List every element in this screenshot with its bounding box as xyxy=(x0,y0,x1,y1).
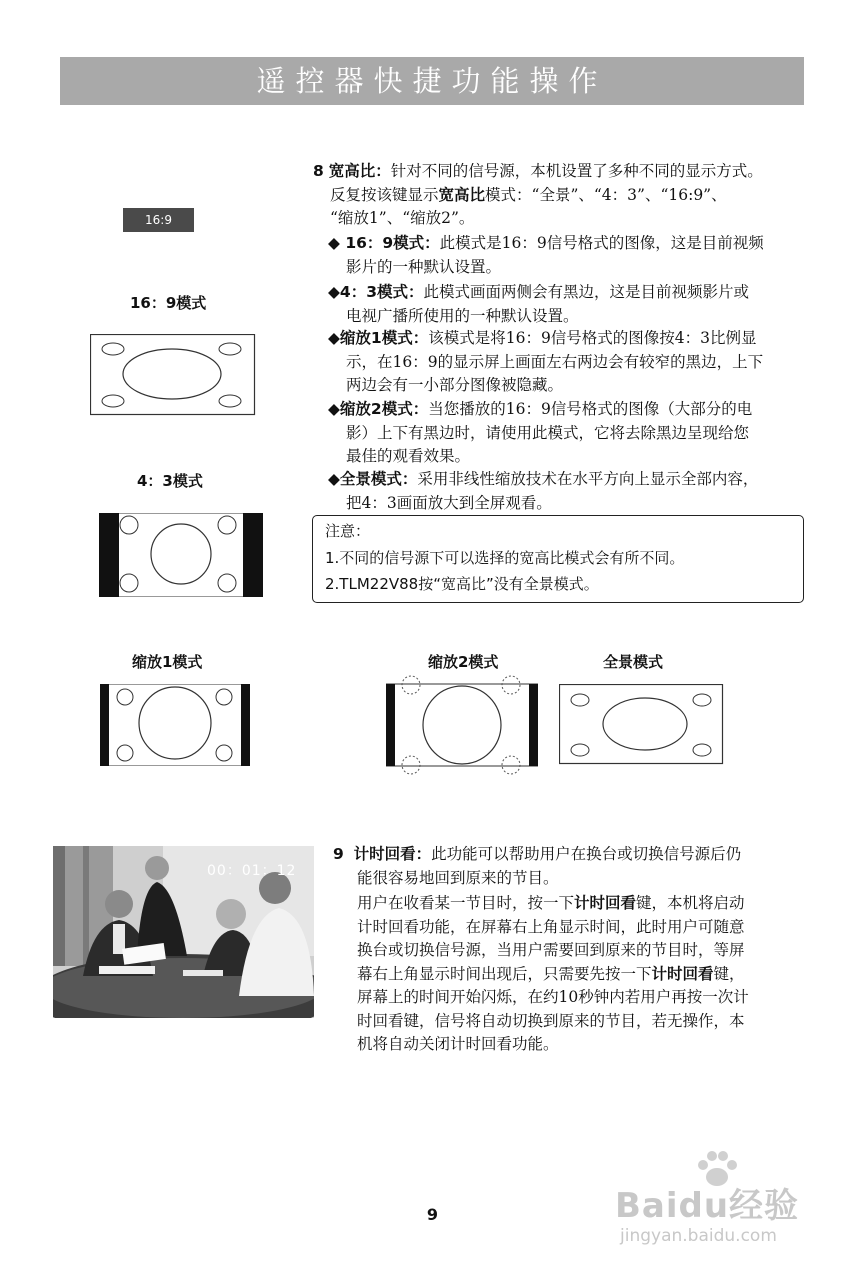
bullet-zoom2-l3: 最佳的观看效果。 xyxy=(346,447,471,465)
section9-title: 计时回看： xyxy=(353,845,432,863)
bullet-43-l1: 此模式画面两侧会有黑边，这是目前视频影片或 xyxy=(423,283,750,301)
section9-p4b: 计时回看 xyxy=(651,964,714,983)
section9 xyxy=(333,843,808,1057)
caption-43-mode: 4：3模式 xyxy=(137,472,203,490)
diagram-zoom2-mode xyxy=(386,672,538,778)
note-item-1: 1.不同的信号源下可以选择的宽高比模式会有所不同。 xyxy=(325,549,685,567)
bullet-169 xyxy=(328,232,816,279)
bullet-full-l2: 把4：3画面放大到全屏观看。 xyxy=(346,493,552,512)
caption-full-mode: 全景模式 xyxy=(603,653,664,671)
bullet-zoom2-label: ◆缩放2模式： xyxy=(328,400,429,418)
diagram-43-mode xyxy=(99,513,263,597)
section8-intro xyxy=(313,160,808,231)
section9-p1c: 键，本机将启动 xyxy=(636,894,745,912)
section9-p3: 换台或切换信号源，当用户需要回到原来的节目时，等屏 xyxy=(357,941,745,959)
section9-p4c: 键， xyxy=(713,964,745,983)
aspect-badge: 16:9 xyxy=(123,208,194,232)
baidu-watermark xyxy=(595,1150,845,1255)
section8-line2a: 反复按该键显示 xyxy=(330,185,439,204)
bullet-169-l1: 此模式是16：9信号格式的图像，这是目前视频 xyxy=(439,234,764,252)
bullet-43-label: ◆4：3模式： xyxy=(328,283,424,301)
bullet-zoom2-l2: 影）上下有黑边时，请使用此模式，它将去除黑边呈现给您 xyxy=(346,423,750,442)
section8-number: 8 xyxy=(313,162,324,180)
section9-p1a: 用户在收看某一节目时，按一下 xyxy=(357,894,575,912)
watermark-brand: Baidu经验 xyxy=(615,1186,800,1226)
section9-intro1: 此功能可以帮助用户在换台或切换信号源后仍 xyxy=(431,845,742,863)
diagram-zoom1-mode xyxy=(100,684,250,766)
bullet-zoom1-l1: 该模式是将16：9信号格式的图像按4：3比例显 xyxy=(428,329,757,347)
bullet-169-l2: 影片的一种默认设置。 xyxy=(346,257,502,276)
section9-intro2: 能很容易地回到原来的节目。 xyxy=(357,868,559,887)
bullet-43 xyxy=(328,281,816,328)
caption-zoom1-mode: 缩放1模式 xyxy=(132,653,203,671)
bullet-full-l1: 采用非线性缩放技术在水平方向上显示全部内容， xyxy=(417,470,759,488)
diagram-169-mode xyxy=(90,334,256,416)
bullet-43-l2: 电视广播所使用的一种默认设置。 xyxy=(346,306,579,325)
diagram-full-mode xyxy=(559,684,724,765)
bullet-full-label: ◆全景模式： xyxy=(328,470,418,488)
page-header xyxy=(60,57,804,105)
section8-line2b: 宽高比 xyxy=(438,185,486,204)
bullet-zoom1 xyxy=(328,327,816,398)
bullet-full xyxy=(328,468,816,515)
note-title: 注意： xyxy=(325,522,371,540)
section8-title: 宽高比： xyxy=(328,162,391,180)
bullet-zoom1-l2: 示，在16：9的显示屏上画面左右两边会有较窄的黑边，上下 xyxy=(346,352,764,371)
bullet-zoom2 xyxy=(328,398,816,469)
section9-p2: 计时回看功能，在屏幕右上角显示时间，此时用户可随意 xyxy=(357,917,745,936)
watermark-url: jingyan.baidu.com xyxy=(620,1226,777,1246)
section9-p1b: 计时回看 xyxy=(574,894,637,912)
section8-line2c: 模式：“全景”、“4：3”、“16:9”、 xyxy=(485,185,727,204)
note-box xyxy=(312,515,804,603)
note-item-2: 2.TLM22V88按“宽高比”没有全景模式。 xyxy=(325,575,599,593)
page-title: 遥控器快捷功能操作 xyxy=(256,64,608,98)
bullet-zoom1-l3: 两边会有一小部分图像被隐藏。 xyxy=(346,376,564,394)
bullet-zoom2-l1: 当您播放的16：9信号格式的图像（大部分的电 xyxy=(428,400,753,418)
bullet-zoom1-label: ◆缩放1模式： xyxy=(328,329,429,347)
bullet-169-label: ◆ 16：9模式： xyxy=(328,234,440,252)
section8-line1: 针对不同的信号源，本机设置了多种不同的显示方式。 xyxy=(390,162,763,180)
section9-p4a: 幕右上角显示时间出现后，只需要先按一下 xyxy=(357,964,652,983)
section8-line3: “缩放1”、“缩放2”。 xyxy=(330,209,475,227)
page-number: 9 xyxy=(426,1205,439,1224)
section9-number: 9 xyxy=(333,845,344,863)
section9-p7: 机将自动关闭计时回看功能。 xyxy=(357,1035,559,1053)
caption-zoom2-mode: 缩放2模式 xyxy=(428,653,499,671)
photo-timer: 00：01：12 xyxy=(207,863,297,879)
caption-169-mode: 16：9模式 xyxy=(130,294,207,312)
meeting-photo xyxy=(53,846,314,1018)
section9-p5: 屏幕上的时间开始闪烁，在约10秒钟内若用户再按一次计 xyxy=(357,988,749,1006)
section9-p6: 时回看键，信号将自动切换到原来的节目，若无操作，本 xyxy=(357,1011,745,1030)
